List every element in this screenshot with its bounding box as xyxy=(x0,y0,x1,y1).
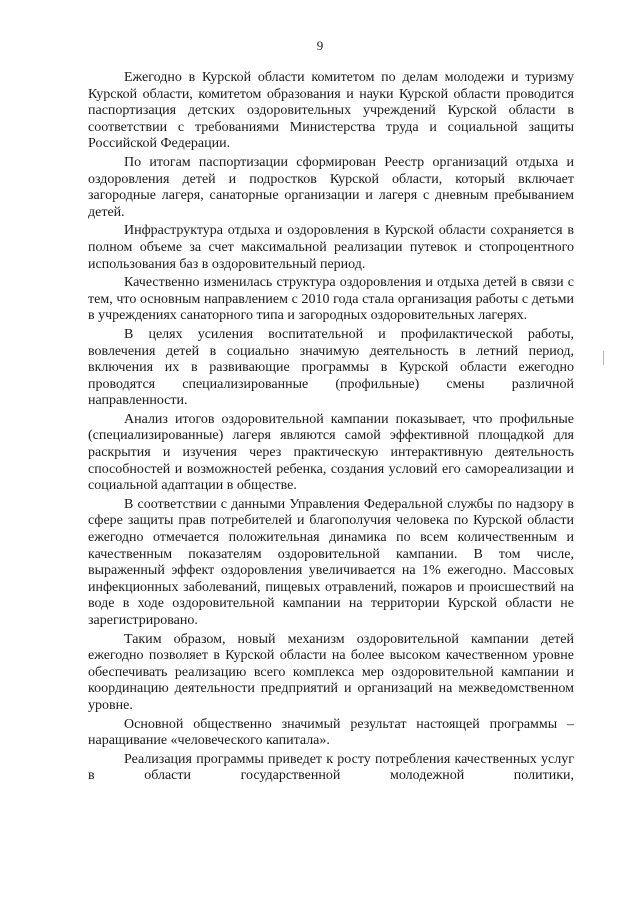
paragraph-registry: По итогам паспортизации сформирован Реестр организаций отдыха и оздоровления детей и подростков Курской области, который включает загородные лагеря, санаторные организации и лагеря с дневным пребыванием детей. xyxy=(88,154,574,220)
paragraph-infrastructure: Инфраструктура отдыха и оздоровления в Курской области сохраняется в полном объеме за счет максимальной реализации путевок и стопроцентного использования баз в оздоровительный период. xyxy=(88,223,574,272)
paragraph-passportization: Ежегодно в Курской области комитетом по делам молодежи и туризму Курской области, комитетом образования и науки Курской области проводится паспортизация детских оздоровительных учреждений Курской области в соответствии с требованиями Министерства труда и социальной защиты Российской Федерации. xyxy=(88,70,574,152)
page-number: 9 xyxy=(316,38,324,53)
paragraph-specialized-shifts: В целях усиления воспитательной и профилактической работы, вовлечения детей в социально значимую деятельность в летний период, включения их в развивающие программы в Курской области ежегодно проводятся специализированные (профильные) смены различной направленности. xyxy=(88,326,574,409)
paragraph-new-mechanism: Таким образом, новый механизм оздоровительной кампании детей ежегодно позволяет в Курской области на более высоком качественном уровне обеспечивать реализацию всего комплекса мер оздоровительной кампании и координацию деятельности предприятий и организаций на межведомственном уровне. xyxy=(88,631,574,713)
paragraph-main-result: Основной общественно значимый результат настоящей программы – наращивание «человеческого капитала». xyxy=(88,716,574,749)
scan-margin-mark xyxy=(603,351,604,365)
paragraph-campaign-analysis: Анализ итогов оздоровительной кампании показывает, что профильные (специализированные) лагеря являются самой эффективной площадкой для раскрытия и изучения через практическую интерактивную деятельность способностей и возможностей ребенка, создания условий его самореализации и социальной адаптации в обществе. xyxy=(88,411,574,494)
document-body xyxy=(88,70,574,785)
paragraph-rospotrebnadzor-data: В соответствии с данными Управления Федеральной службы по надзору в сфере защиты прав потребителей и благополучия человека по Курской области ежегодно отмечается положительная динамика по всем количественным и качественным показателям оздоровительной кампании. В том числе, выраженный эффект оздоровления увеличивается на 1% ежегодно. Массовых инфекционных заболеваний, пищевых отравлений, пожаров и происшествий на воде в ходе оздоровительной кампании на территории Курской области не зарегистрировано. xyxy=(88,496,574,628)
paragraph-structure-change: Качественно изменилась структура оздоровления и отдыха детей в связи с тем, что основным направлением с 2010 года стала организация работы с детьми в учреждениях санаторного типа и загородных оздоровительных лагерях. xyxy=(88,275,574,324)
paragraph-program-implementation: Реализация программы приведет к росту потребления качественных услуг в области государственной молодежной политики, xyxy=(88,751,574,784)
